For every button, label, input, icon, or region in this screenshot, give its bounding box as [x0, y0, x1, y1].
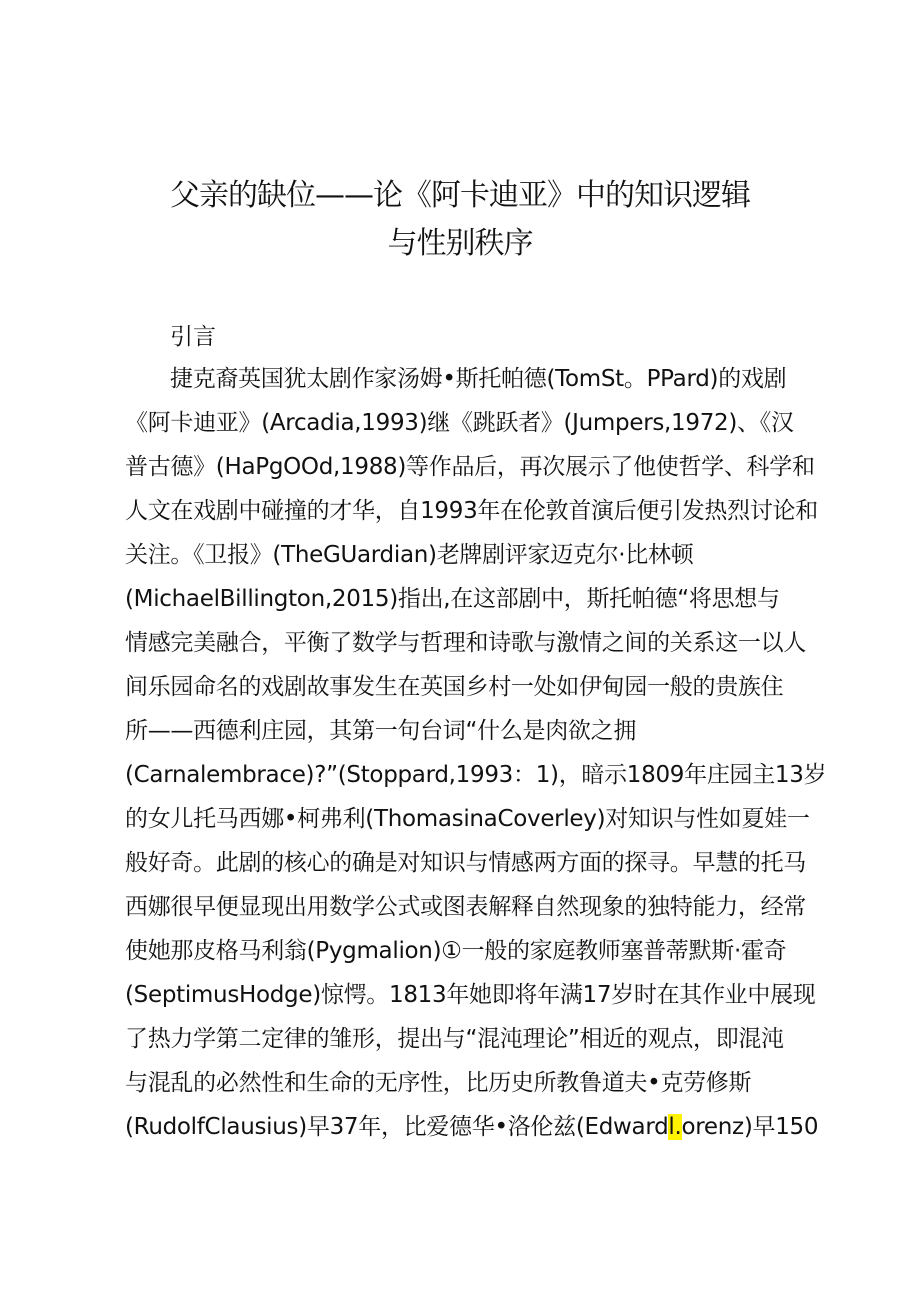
body-line-text: 情感完美融合，平衡了数学与哲理和诗歌与激情之间的关系这一以人 — [125, 630, 807, 656]
body-line-text: 了热力学第二定律的雏形，提出与“混沌理论”相近的观点，即混沌 — [125, 1026, 784, 1052]
body-line — [125, 408, 794, 438]
body-line — [125, 936, 786, 966]
body-line-text: (MichaelBillington,2015)指出,在这部剧中，斯托帕德“将思想与 — [125, 586, 780, 612]
body-line-text: 人文在戏剧中碰撞的才华，自1993年在伦敦首演后便引发热烈讨论和 — [125, 498, 818, 524]
body-line-text: 《阿卡迪亚》(Arcadia,1993)继《跳跃者》(Jumpers,1972)、《汉 — [125, 410, 794, 436]
body-line — [125, 584, 780, 614]
body-line — [125, 540, 693, 570]
highlighted-text: l. — [668, 1114, 682, 1140]
body-line — [125, 496, 818, 526]
body-line — [125, 1068, 751, 1098]
body-line — [125, 452, 815, 482]
body-line-text: (Carnalembrace)?”(Stoppard,1993：1)，暗示1809年庄园主13岁 — [125, 762, 827, 788]
body-line — [125, 672, 783, 702]
body-line-text: (RudolfClausius)早37年，比爱德华•洛伦兹(Edward — [125, 1114, 669, 1140]
body-line — [125, 716, 636, 746]
body-line-text: (SeptimusHodge)惊愕。1813年她即将年满17岁时在其作业中展现 — [125, 982, 816, 1008]
body-line-text: 的女儿托马西娜•柯弗利(ThomasinaCoverley)对知识与性如夏娃一 — [125, 806, 810, 832]
body-line-text: 普古德》(HaPgOOd,1988)等作品后，再次展示了他使哲学、科学和 — [125, 454, 815, 480]
body-line-text: 西娜很早便显现出用数学公式或图表解释自然现象的独特能力，经常 — [125, 894, 807, 920]
body-line — [125, 1024, 784, 1054]
body-line-text: orenz)早150 — [681, 1114, 819, 1140]
body-line-text: 般好奇。此剧的核心的确是对知识与情感两方面的探寻。早慧的托马 — [125, 850, 807, 876]
body-line-text: 所——西德利庄园，其第一句台词“什么是肉欲之拥 — [125, 718, 637, 744]
body-line — [125, 804, 810, 834]
body-line-text: 捷克裔英国犹太剧作家汤姆•斯托帕德(TomSt。PPard)的戏剧 — [170, 366, 787, 392]
document-title-line-1: 父亲的缺位——论《阿卡迪亚》中的知识逻辑 — [170, 178, 750, 213]
body-line — [125, 892, 806, 922]
body-line-text: 间乐园命名的戏剧故事发生在英国乡村一处如伊甸园一般的贵族住 — [125, 674, 784, 700]
body-line — [125, 848, 806, 878]
body-line — [125, 1112, 818, 1142]
document-title-line-2: 与性别秩序 — [387, 226, 533, 261]
body-line — [125, 628, 806, 658]
body-line — [125, 980, 816, 1010]
body-line-text: 关注。《卫报》(TheGUardian)老牌剧评家迈克尔·比林顿 — [125, 542, 694, 568]
body-line-text: 使她那皮格马利翁(Pygmalion)①一般的家庭教师塞普蒂默斯·霍奇 — [125, 938, 787, 964]
body-line — [125, 760, 826, 790]
section-heading: 引言 — [170, 324, 216, 350]
body-line-text: 与混乱的必然性和生命的无序性，比历史所教鲁道夫•克劳修斯 — [125, 1070, 752, 1096]
body-line — [170, 364, 786, 394]
